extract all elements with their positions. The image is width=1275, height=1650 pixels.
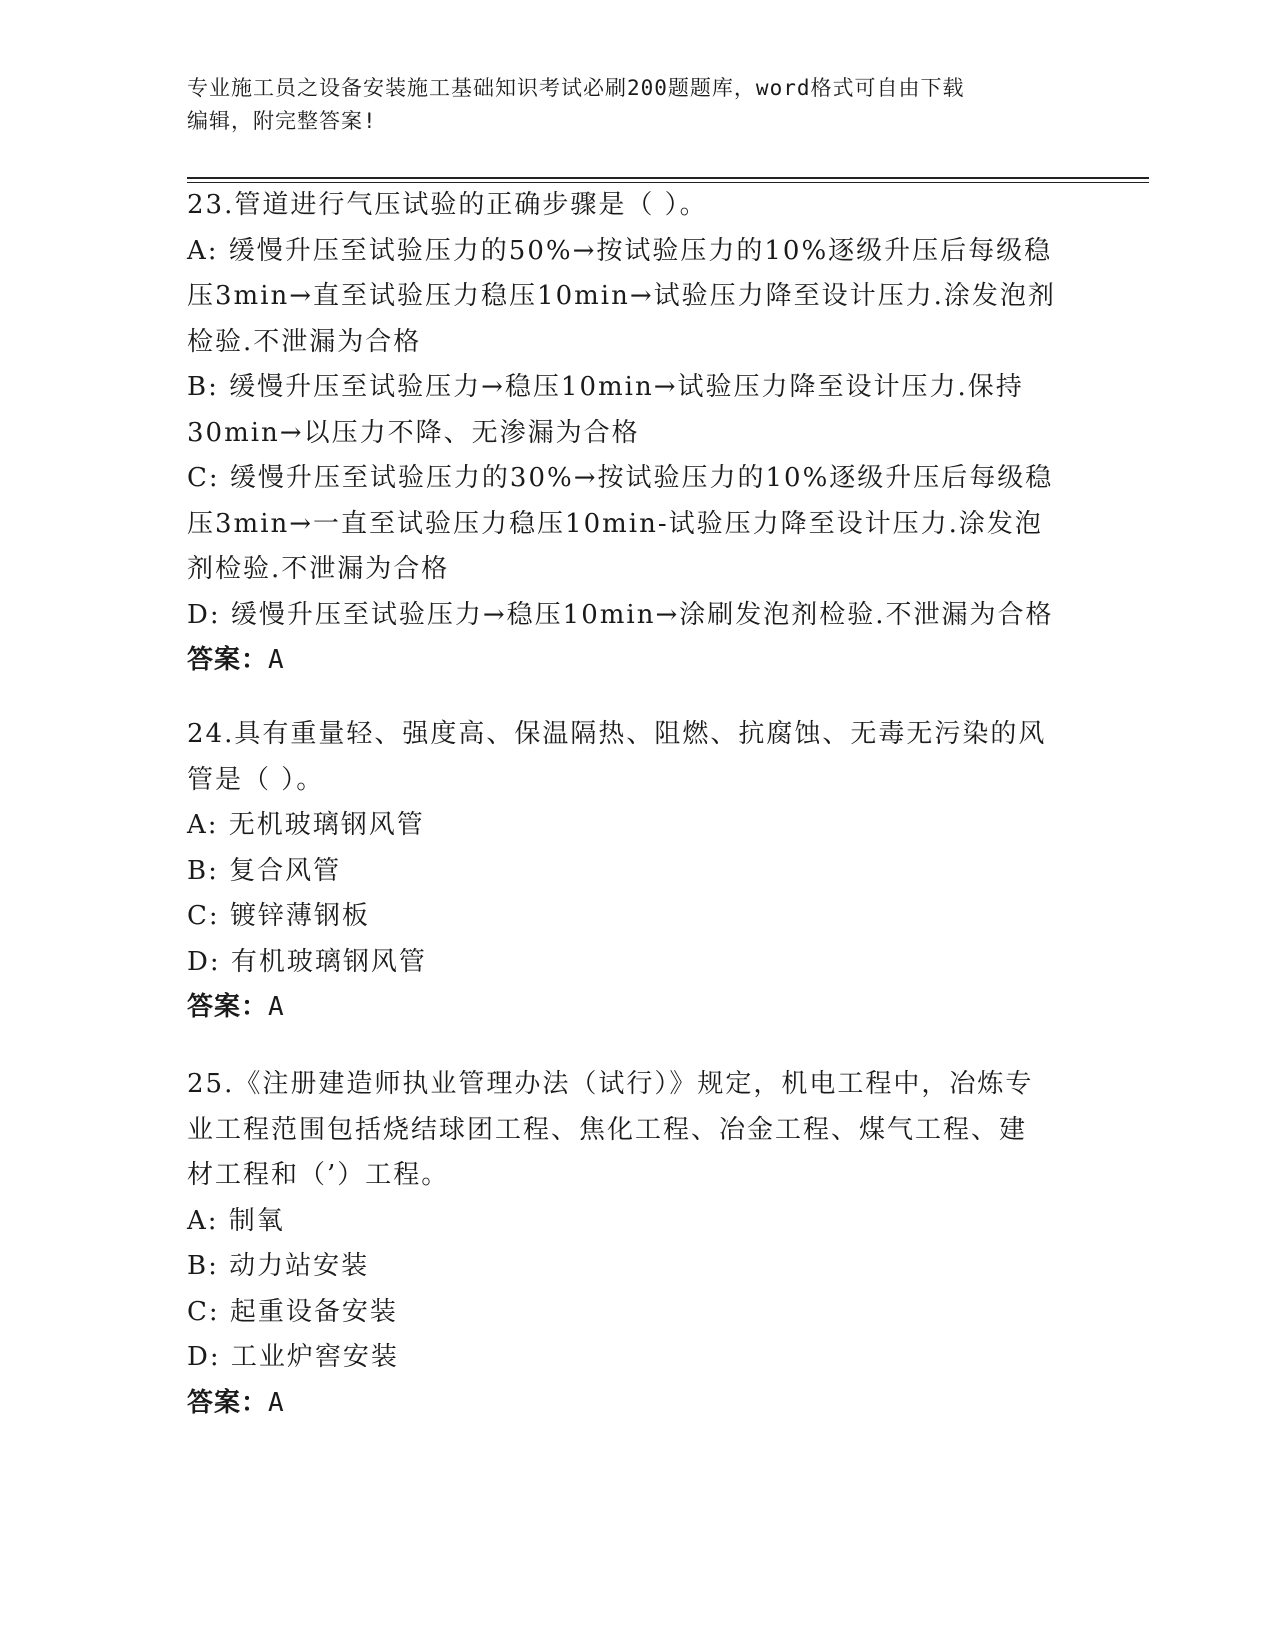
option-b-line: 30min→以压力不降、无渗漏为合格 xyxy=(187,417,640,448)
option-d: D: 有机玻璃钢风管 xyxy=(187,946,427,977)
option-c: C: 镀锌薄钢板 xyxy=(187,901,370,931)
answer-line xyxy=(187,1381,1087,1427)
question-stem: 23.管道进行气压试验的正确步骤是（ ）。 xyxy=(187,190,708,220)
question-24 xyxy=(187,712,1087,1031)
header-line-2: 编辑，附完整答案! xyxy=(187,109,377,133)
option-c: C: 起重设备安装 xyxy=(187,1296,398,1327)
question-23 xyxy=(187,183,1087,684)
option-a-line: 检验.不泄漏为合格 xyxy=(187,326,422,357)
option-a-line: A: 缓慢升压至试验压力的50%→按试验压力的10%逐级升压后每级稳 xyxy=(187,235,1053,266)
answer-value: A xyxy=(268,645,285,675)
header-line-1: 专业施工员之设备安装施工基础知识考试必刷200题题库，word格式可自由下载 xyxy=(187,76,965,100)
answer-line xyxy=(187,985,1087,1031)
option-d: D: 工业炉窖安装 xyxy=(187,1342,399,1372)
question-stem: 业工程范围包括烧结球团工程、焦化工程、冶金工程、煤气工程、建 xyxy=(187,1114,1028,1145)
answer-label: 答案： xyxy=(187,645,269,675)
answer-value: A xyxy=(268,1387,285,1418)
option-a-line: 压3min→直至试验压力稳压10min→试验压力降至设计压力.涂发泡剂 xyxy=(187,281,1056,311)
option-c-line: 剂检验.不泄漏为合格 xyxy=(187,554,450,584)
question-stem: 24.具有重量轻、强度高、保温隔热、阻燃、抗腐蚀、无毒无污染的风 xyxy=(187,719,1047,749)
question-stem: 材工程和（’）工程。 xyxy=(187,1160,450,1190)
option-c-line: C: 缓慢升压至试验压力的30%→按试验压力的10%逐级升压后每级稳 xyxy=(187,463,1054,493)
answer-value: A xyxy=(268,992,285,1022)
option-d-line: D: 缓慢升压至试验压力→稳压10min→涂刷发泡剂检验.不泄漏为合格 xyxy=(187,599,1054,630)
question-stem: 管是（ ）。 xyxy=(187,764,325,795)
option-b-line: B: 缓慢升压至试验压力→稳压10min→试验压力降至设计压力.保持 xyxy=(187,372,1024,402)
option-a: A: 制氧 xyxy=(187,1205,285,1236)
question-25 xyxy=(187,1062,1087,1426)
option-a: A: 无机玻璃钢风管 xyxy=(187,810,425,840)
answer-label: 答案： xyxy=(187,1387,269,1418)
question-stem: 25.《注册建造师执业管理办法（试行）》规定，机电工程中，冶炼专 xyxy=(187,1069,1034,1099)
answer-line xyxy=(187,638,1087,684)
option-b: B: 复合风管 xyxy=(187,855,342,886)
option-c-line: 压3min→一直至试验压力稳压10min-试验压力降至设计压力.涂发泡 xyxy=(187,508,1043,539)
option-b: B: 动力站安装 xyxy=(187,1251,370,1281)
answer-label: 答案： xyxy=(187,992,269,1022)
document-header xyxy=(187,72,1087,138)
header-divider xyxy=(187,177,1149,179)
